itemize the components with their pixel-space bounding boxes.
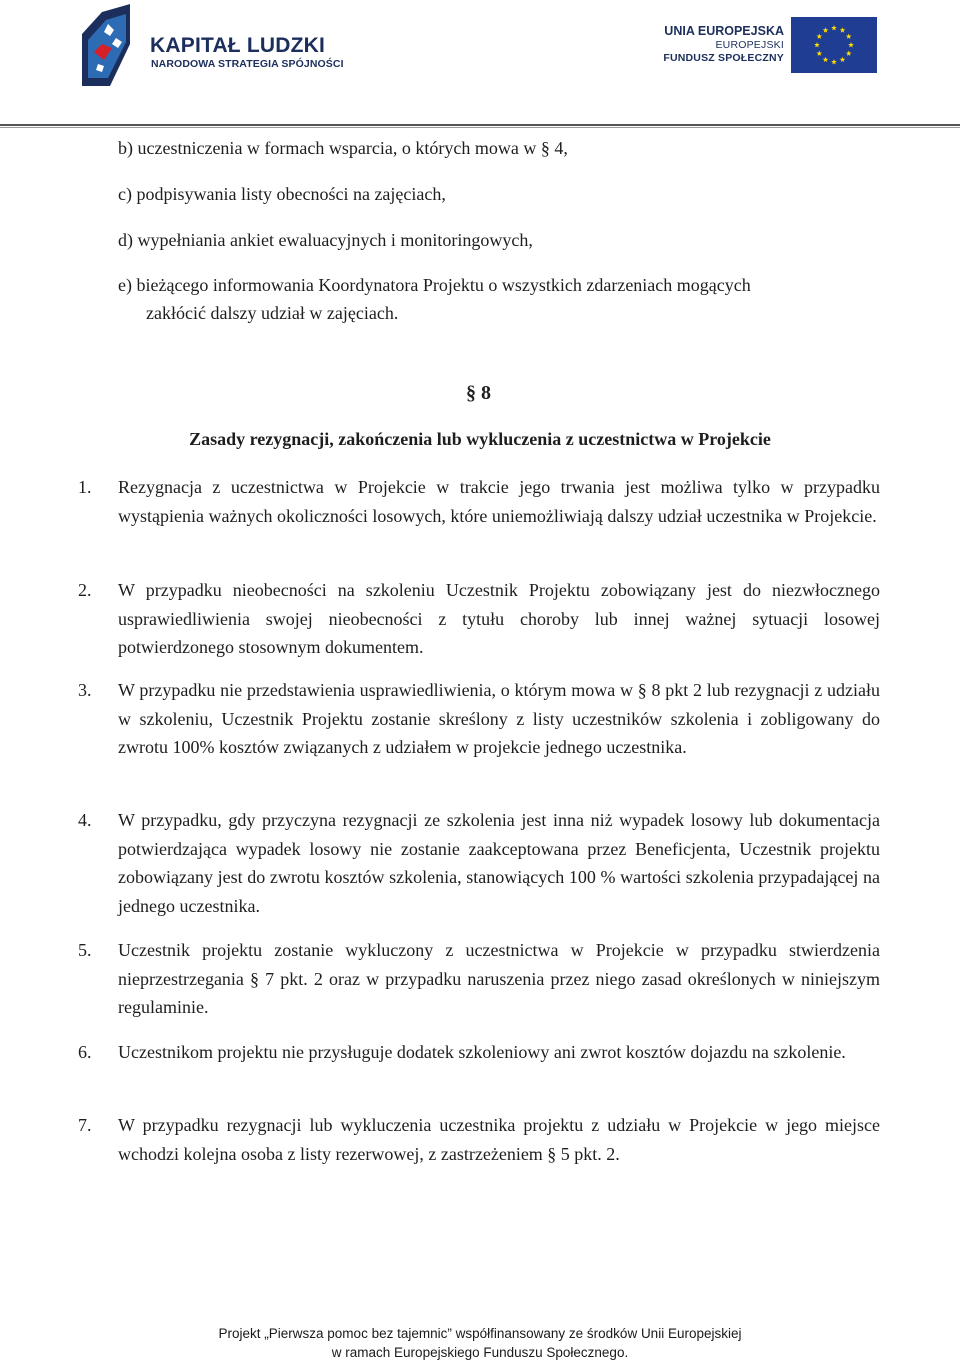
eu-flag-icon bbox=[791, 17, 877, 73]
list-item-e-continued: zakłócić dalszy udział w zajęciach. bbox=[146, 303, 399, 323]
page-footer bbox=[0, 1324, 960, 1362]
section-number: § 8 bbox=[466, 382, 491, 404]
item-text-2: W przypadku nieobecności na szkoleniu Uczestnik Projektu zobowiązany jest do niezwłocznego usprawiedliwienia swojej nieobecności z tytułu choroby lub innej ważnej sytuacji losowej potwierdzonego stosownym dokumentem. bbox=[118, 580, 880, 657]
header-divider-thin bbox=[0, 127, 960, 128]
list-item-b: b) uczestniczenia w formach wsparcia, o których mowa w § 4, bbox=[118, 138, 568, 158]
item-text-1: Rezygnacja z uczestnictwa w Projekcie w trakcie jego trwania jest możliwa tylko w przypadku wystąpienia ważnych okoliczności losowych, które uniemożliwiają dalszy udział uczestnika w Projekcie. bbox=[118, 477, 880, 526]
item-number-7: 7. bbox=[78, 1115, 92, 1135]
section-title: Zasady rezygnacji, zakończenia lub wykluczenia z uczestnictwa w Projekcie bbox=[189, 429, 771, 449]
item-text-4: W przypadku, gdy przyczyna rezygnacji ze szkolenia jest inna niż wypadek losowy lub dokumentacja potwierdzająca wypadek losowy nie zostanie zaakceptowana przez Beneficjenta, Uczestnik projektu zobowiązany jest do zwrotu kosztów szkolenia, stanowiących 100 % wartości szkolenia przypadającej na jednego uczestnika. bbox=[118, 810, 880, 916]
item-number-3: 3. bbox=[78, 680, 92, 700]
item-number-2: 2. bbox=[78, 580, 92, 600]
item-number-4: 4. bbox=[78, 810, 92, 830]
eu-logo-line2: EUROPEJSKI bbox=[715, 38, 784, 51]
kapital-ludzki-subtitle: NARODOWA STRATEGIA SPÓJNOŚCI bbox=[151, 58, 344, 70]
footer-line-1: Projekt „Pierwsza pomoc bez tajemnic” współfinansowany ze środków Unii Europejskiej bbox=[218, 1326, 742, 1341]
page-header bbox=[0, 0, 960, 125]
list-item-c: c) podpisywania listy obecności na zajęciach, bbox=[118, 184, 446, 204]
footer-line-2: w ramach Europejskiego Funduszu Społecznego. bbox=[331, 1345, 629, 1360]
item-text-6: Uczestnikom projektu nie przysługuje dodatek szkoleniowy ani zwrot kosztów dojazdu na szkolenie. bbox=[118, 1042, 846, 1062]
item-number-1: 1. bbox=[78, 477, 92, 497]
item-text-5: Uczestnik projektu zostanie wykluczony z uczestnictwa w Projekcie w przypadku stwierdzenia nieprzestrzegania § 7 pkt. 2 oraz w przypadku naruszenia przez niego zasad określonych w niniejszym regulaminie. bbox=[118, 940, 880, 1017]
item-number-5: 5. bbox=[78, 940, 92, 960]
list-item-d: d) wypełniania ankiet ewaluacyjnych i monitoringowych, bbox=[118, 230, 533, 250]
eu-logo-line3: FUNDUSZ SPOŁECZNY bbox=[663, 52, 784, 64]
list-item-e: e) bieżącego informowania Koordynatora Projektu o wszystkich zdarzeniach mogących bbox=[118, 275, 751, 295]
item-number-6: 6. bbox=[78, 1042, 92, 1062]
eu-logo-line1: UNIA EUROPEJSKA bbox=[664, 24, 784, 38]
item-text-3: W przypadku nie przedstawienia usprawiedliwienia, o którym mowa w § 8 pkt 2 lub rezygnacji z udziału w szkoleniu, Uczestnik Projektu zostanie skreślony z listy uczestników szkolenia i zobligowany do zwrotu 100% kosztów związanych z udziałem w projekcie jednego uczestnika. bbox=[118, 680, 880, 757]
eu-logo-text bbox=[663, 25, 784, 66]
item-text-7: W przypadku rezygnacji lub wykluczenia uczestnika projektu z udziału w Projekcie w jego miejsce wchodzi kolejna osoba z listy rezerwowej, z zastrzeżeniem § 5 pkt. 2. bbox=[118, 1115, 880, 1164]
kapital-ludzki-title: KAPITAŁ LUDZKI bbox=[150, 34, 326, 57]
header-divider bbox=[0, 124, 960, 126]
